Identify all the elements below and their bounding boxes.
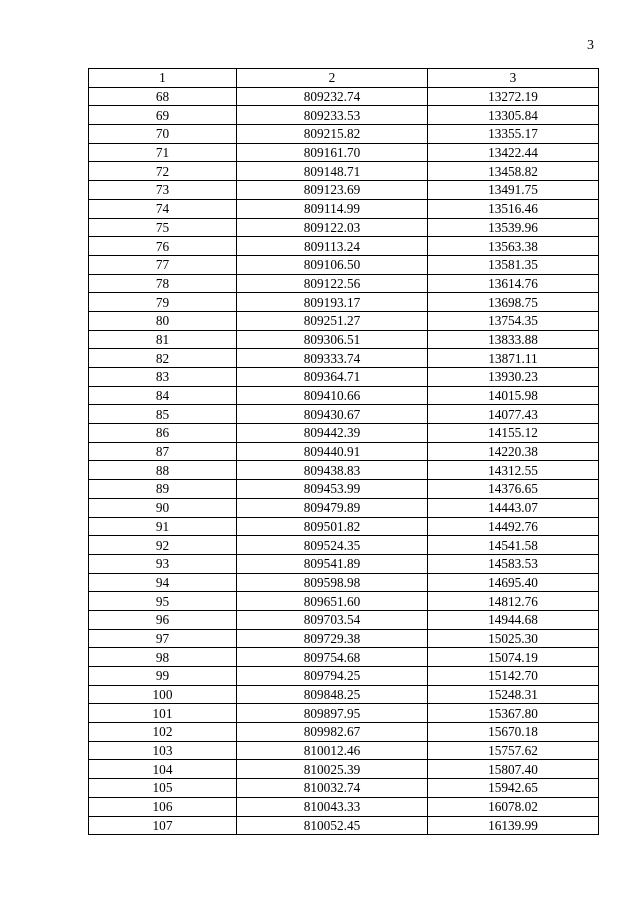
point-number-cell: 90 bbox=[89, 498, 237, 517]
x-coordinate-cell: 809233.53 bbox=[237, 106, 428, 125]
y-coordinate-cell: 15670.18 bbox=[428, 723, 599, 742]
y-coordinate-cell: 13614.76 bbox=[428, 274, 599, 293]
point-number-cell: 76 bbox=[89, 237, 237, 256]
x-coordinate-cell: 809251.27 bbox=[237, 311, 428, 330]
y-coordinate-cell: 15248.31 bbox=[428, 685, 599, 704]
x-coordinate-cell: 809148.71 bbox=[237, 162, 428, 181]
table-row bbox=[89, 461, 599, 480]
point-number-cell: 81 bbox=[89, 330, 237, 349]
x-coordinate-cell: 809442.39 bbox=[237, 424, 428, 443]
y-coordinate-cell: 13698.75 bbox=[428, 293, 599, 312]
point-number-cell: 101 bbox=[89, 704, 237, 723]
point-number-cell: 96 bbox=[89, 610, 237, 629]
y-coordinate-cell: 15025.30 bbox=[428, 629, 599, 648]
y-coordinate-cell: 13563.38 bbox=[428, 237, 599, 256]
x-coordinate-cell: 809897.95 bbox=[237, 704, 428, 723]
table-row bbox=[89, 816, 599, 835]
x-coordinate-cell: 810012.46 bbox=[237, 741, 428, 760]
table-body bbox=[89, 87, 599, 835]
y-coordinate-cell: 14312.55 bbox=[428, 461, 599, 480]
x-coordinate-cell: 809410.66 bbox=[237, 386, 428, 405]
x-coordinate-cell: 809438.83 bbox=[237, 461, 428, 480]
x-coordinate-cell: 810043.33 bbox=[237, 797, 428, 816]
x-coordinate-cell: 809729.38 bbox=[237, 629, 428, 648]
point-number-cell: 86 bbox=[89, 424, 237, 443]
table-row bbox=[89, 592, 599, 611]
point-number-cell: 106 bbox=[89, 797, 237, 816]
x-coordinate-cell: 809306.51 bbox=[237, 330, 428, 349]
y-coordinate-cell: 16078.02 bbox=[428, 797, 599, 816]
x-coordinate-cell: 809333.74 bbox=[237, 349, 428, 368]
table-row bbox=[89, 629, 599, 648]
y-coordinate-cell: 16139.99 bbox=[428, 816, 599, 835]
y-coordinate-cell: 15074.19 bbox=[428, 648, 599, 667]
table-row bbox=[89, 797, 599, 816]
x-coordinate-cell: 809524.35 bbox=[237, 536, 428, 555]
table-row bbox=[89, 498, 599, 517]
x-coordinate-cell: 809794.25 bbox=[237, 667, 428, 686]
table-header-row bbox=[89, 69, 599, 88]
x-coordinate-cell: 809232.74 bbox=[237, 87, 428, 106]
x-coordinate-cell: 809123.69 bbox=[237, 181, 428, 200]
x-coordinate-cell: 809479.89 bbox=[237, 498, 428, 517]
y-coordinate-cell: 13355.17 bbox=[428, 125, 599, 144]
point-number-cell: 74 bbox=[89, 199, 237, 218]
y-coordinate-cell: 13930.23 bbox=[428, 368, 599, 387]
y-coordinate-cell: 13871.11 bbox=[428, 349, 599, 368]
point-number-cell: 83 bbox=[89, 368, 237, 387]
x-coordinate-cell: 809440.91 bbox=[237, 442, 428, 461]
point-number-cell: 71 bbox=[89, 143, 237, 162]
x-coordinate-cell: 809122.03 bbox=[237, 218, 428, 237]
point-number-cell: 68 bbox=[89, 87, 237, 106]
x-coordinate-cell: 810032.74 bbox=[237, 779, 428, 798]
x-coordinate-cell: 809651.60 bbox=[237, 592, 428, 611]
x-coordinate-cell: 809193.17 bbox=[237, 293, 428, 312]
point-number-cell: 88 bbox=[89, 461, 237, 480]
x-coordinate-cell: 809703.54 bbox=[237, 610, 428, 629]
table-row bbox=[89, 255, 599, 274]
table-row bbox=[89, 779, 599, 798]
column-header-3: 3 bbox=[428, 69, 599, 88]
y-coordinate-cell: 14812.76 bbox=[428, 592, 599, 611]
x-coordinate-cell: 809122.56 bbox=[237, 274, 428, 293]
y-coordinate-cell: 14583.53 bbox=[428, 554, 599, 573]
table-header bbox=[89, 69, 599, 88]
y-coordinate-cell: 13422.44 bbox=[428, 143, 599, 162]
x-coordinate-cell: 809754.68 bbox=[237, 648, 428, 667]
table-row bbox=[89, 723, 599, 742]
y-coordinate-cell: 14376.65 bbox=[428, 480, 599, 499]
table-row bbox=[89, 143, 599, 162]
y-coordinate-cell: 14077.43 bbox=[428, 405, 599, 424]
table-row bbox=[89, 368, 599, 387]
point-number-cell: 99 bbox=[89, 667, 237, 686]
y-coordinate-cell: 13516.46 bbox=[428, 199, 599, 218]
point-number-cell: 100 bbox=[89, 685, 237, 704]
x-coordinate-cell: 809106.50 bbox=[237, 255, 428, 274]
x-coordinate-cell: 810025.39 bbox=[237, 760, 428, 779]
page-number: 3 bbox=[587, 38, 594, 53]
x-coordinate-cell: 809982.67 bbox=[237, 723, 428, 742]
table-row bbox=[89, 667, 599, 686]
y-coordinate-cell: 14015.98 bbox=[428, 386, 599, 405]
x-coordinate-cell: 810052.45 bbox=[237, 816, 428, 835]
table-row bbox=[89, 573, 599, 592]
table-row bbox=[89, 442, 599, 461]
y-coordinate-cell: 13458.82 bbox=[428, 162, 599, 181]
x-coordinate-cell: 809113.24 bbox=[237, 237, 428, 256]
column-header-1: 1 bbox=[89, 69, 237, 88]
point-number-cell: 94 bbox=[89, 573, 237, 592]
point-number-cell: 82 bbox=[89, 349, 237, 368]
point-number-cell: 103 bbox=[89, 741, 237, 760]
table-row bbox=[89, 311, 599, 330]
point-number-cell: 107 bbox=[89, 816, 237, 835]
table-row bbox=[89, 536, 599, 555]
point-number-cell: 73 bbox=[89, 181, 237, 200]
point-number-cell: 80 bbox=[89, 311, 237, 330]
y-coordinate-cell: 13833.88 bbox=[428, 330, 599, 349]
point-number-cell: 79 bbox=[89, 293, 237, 312]
x-coordinate-cell: 809848.25 bbox=[237, 685, 428, 704]
point-number-cell: 97 bbox=[89, 629, 237, 648]
x-coordinate-cell: 809215.82 bbox=[237, 125, 428, 144]
x-coordinate-cell: 809161.70 bbox=[237, 143, 428, 162]
y-coordinate-cell: 13272.19 bbox=[428, 87, 599, 106]
y-coordinate-cell: 15942.65 bbox=[428, 779, 599, 798]
y-coordinate-cell: 13491.75 bbox=[428, 181, 599, 200]
y-coordinate-cell: 15367.80 bbox=[428, 704, 599, 723]
point-number-cell: 75 bbox=[89, 218, 237, 237]
y-coordinate-cell: 14443.07 bbox=[428, 498, 599, 517]
table-row bbox=[89, 648, 599, 667]
table-row bbox=[89, 685, 599, 704]
table-row bbox=[89, 349, 599, 368]
table-row bbox=[89, 704, 599, 723]
y-coordinate-cell: 14220.38 bbox=[428, 442, 599, 461]
table-row bbox=[89, 293, 599, 312]
table-row bbox=[89, 424, 599, 443]
point-number-cell: 104 bbox=[89, 760, 237, 779]
table-row bbox=[89, 741, 599, 760]
x-coordinate-cell: 809501.82 bbox=[237, 517, 428, 536]
table-row bbox=[89, 162, 599, 181]
y-coordinate-cell: 15807.40 bbox=[428, 760, 599, 779]
table-row bbox=[89, 87, 599, 106]
point-number-cell: 95 bbox=[89, 592, 237, 611]
y-coordinate-cell: 14541.58 bbox=[428, 536, 599, 555]
y-coordinate-cell: 13581.35 bbox=[428, 255, 599, 274]
point-number-cell: 72 bbox=[89, 162, 237, 181]
y-coordinate-cell: 13539.96 bbox=[428, 218, 599, 237]
x-coordinate-cell: 809598.98 bbox=[237, 573, 428, 592]
coordinates-table-container bbox=[88, 68, 598, 835]
x-coordinate-cell: 809114.99 bbox=[237, 199, 428, 218]
table-row bbox=[89, 106, 599, 125]
point-number-cell: 98 bbox=[89, 648, 237, 667]
point-number-cell: 102 bbox=[89, 723, 237, 742]
point-number-cell: 70 bbox=[89, 125, 237, 144]
y-coordinate-cell: 14492.76 bbox=[428, 517, 599, 536]
point-number-cell: 91 bbox=[89, 517, 237, 536]
table-row bbox=[89, 199, 599, 218]
table-row bbox=[89, 274, 599, 293]
point-number-cell: 92 bbox=[89, 536, 237, 555]
point-number-cell: 87 bbox=[89, 442, 237, 461]
point-number-cell: 93 bbox=[89, 554, 237, 573]
table-row bbox=[89, 218, 599, 237]
table-row bbox=[89, 517, 599, 536]
x-coordinate-cell: 809453.99 bbox=[237, 480, 428, 499]
y-coordinate-cell: 13305.84 bbox=[428, 106, 599, 125]
table-row bbox=[89, 760, 599, 779]
y-coordinate-cell: 15142.70 bbox=[428, 667, 599, 686]
table-row bbox=[89, 554, 599, 573]
x-coordinate-cell: 809541.89 bbox=[237, 554, 428, 573]
point-number-cell: 69 bbox=[89, 106, 237, 125]
table-row bbox=[89, 125, 599, 144]
point-number-cell: 84 bbox=[89, 386, 237, 405]
table-row bbox=[89, 181, 599, 200]
point-number-cell: 105 bbox=[89, 779, 237, 798]
table-row bbox=[89, 480, 599, 499]
y-coordinate-cell: 14695.40 bbox=[428, 573, 599, 592]
point-number-cell: 78 bbox=[89, 274, 237, 293]
point-number-cell: 89 bbox=[89, 480, 237, 499]
point-number-cell: 85 bbox=[89, 405, 237, 424]
point-number-cell: 77 bbox=[89, 255, 237, 274]
table-row bbox=[89, 386, 599, 405]
table-row bbox=[89, 237, 599, 256]
column-header-2: 2 bbox=[237, 69, 428, 88]
y-coordinate-cell: 13754.35 bbox=[428, 311, 599, 330]
table-row bbox=[89, 330, 599, 349]
coordinates-table bbox=[88, 68, 599, 835]
table-row bbox=[89, 610, 599, 629]
y-coordinate-cell: 15757.62 bbox=[428, 741, 599, 760]
x-coordinate-cell: 809430.67 bbox=[237, 405, 428, 424]
table-row bbox=[89, 405, 599, 424]
x-coordinate-cell: 809364.71 bbox=[237, 368, 428, 387]
y-coordinate-cell: 14944.68 bbox=[428, 610, 599, 629]
y-coordinate-cell: 14155.12 bbox=[428, 424, 599, 443]
